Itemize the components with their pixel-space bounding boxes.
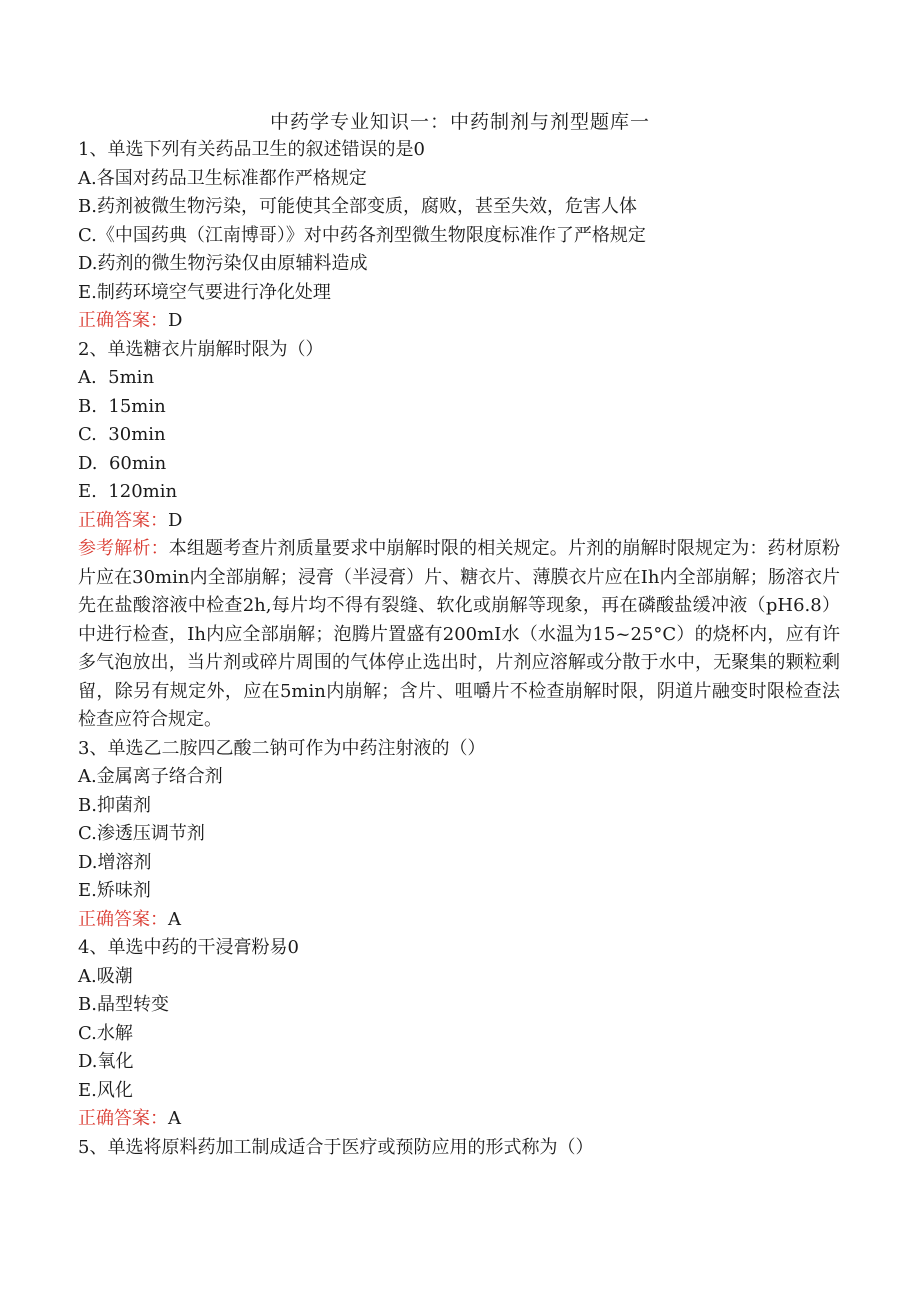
answer-line bbox=[78, 1105, 840, 1134]
question-list bbox=[78, 136, 840, 1162]
option-a: A. 5min bbox=[78, 367, 155, 388]
option-b: B.晶型转变 bbox=[78, 994, 169, 1015]
option-c: C. 30min bbox=[78, 424, 166, 445]
answer-value: D bbox=[168, 509, 183, 531]
question-stem: 5、单选将原料药加工制成适合于医疗或预防应用的形式称为（） bbox=[78, 1136, 594, 1158]
answer-label: 正确答案： bbox=[78, 310, 168, 331]
analysis-paragraph bbox=[78, 535, 840, 735]
option-b: B. 15min bbox=[78, 395, 166, 417]
option-c: C.渗透压调节剂 bbox=[78, 823, 205, 844]
option-c: C.水解 bbox=[78, 1022, 133, 1044]
document-title: 中药学专业知识一：中药制剂与剂型题库一 bbox=[269, 111, 650, 133]
answer-label: 正确答案： bbox=[78, 1108, 168, 1129]
answer-line bbox=[78, 906, 840, 935]
answer-value: D bbox=[168, 310, 183, 331]
question-1 bbox=[78, 136, 840, 336]
answer-value: A bbox=[168, 1108, 181, 1129]
question-stem: 1、单选下列有关药品卫生的叙述错误的是0 bbox=[78, 139, 425, 160]
option-a: A.各国对药品卫生标准都作严格规定 bbox=[78, 167, 367, 189]
question-stem: 3、单选乙二胺四乙酸二钠可作为中药注射液的（） bbox=[78, 737, 486, 759]
option-b: B.药剂被微生物污染，可能使其全部变质，腐败，甚至失效，危害人体 bbox=[78, 196, 637, 217]
option-e: E. 120min bbox=[78, 481, 178, 502]
option-a: A.吸潮 bbox=[78, 965, 133, 987]
answer-label: 正确答案： bbox=[78, 509, 168, 531]
question-5 bbox=[78, 1134, 840, 1163]
question-4 bbox=[78, 934, 840, 1134]
option-e: E.风化 bbox=[78, 1079, 133, 1101]
option-d: D.增溶剂 bbox=[78, 851, 152, 873]
option-a: A.金属离子络合剂 bbox=[78, 766, 223, 787]
analysis-text: 本组题考查片剂质量要求中崩解时限的相关规定。片剂的崩解时限规定为：药材原粉片应在30min内全部崩解；浸膏（半浸膏）片、糖衣片、薄膜衣片应在Ih内全部崩解；肠溶衣片先在盐酸溶液中检查2h,每片均不得有裂缝、软化或崩解等现象，再在磷酸盐缓冲液（pH6.8）中进行检查，Ih内应全部崩解；泡腾片置盛有200mI水（水温为15~25°C）的烧杯内，应有许多气泡放出，当片剂或碎片周围的气体停止选出时，片剂应溶解或分散于水中，无聚集的颗粒剩留，除另有规定外，应在5min内崩解；含片、咀嚼片不检查崩解时限，阴道片融变时限检查法检查应符合规定。 bbox=[78, 538, 840, 730]
answer-line bbox=[78, 507, 840, 536]
question-stem: 2、单选糖衣片崩解时限为（） bbox=[78, 338, 324, 360]
answer-label: 正确答案： bbox=[78, 908, 168, 930]
question-stem: 4、单选中药的干浸膏粉易0 bbox=[78, 937, 299, 958]
analysis-label: 参考解析： bbox=[78, 538, 169, 559]
option-d: D.氧化 bbox=[78, 1051, 134, 1072]
question-3 bbox=[78, 735, 840, 935]
answer-line bbox=[78, 307, 840, 336]
option-d: D.药剂的微生物污染仅由原辅料造成 bbox=[78, 253, 368, 274]
option-e: E.矫味剂 bbox=[78, 880, 151, 901]
option-b: B.抑菌剂 bbox=[78, 794, 151, 816]
answer-value: A bbox=[168, 908, 181, 930]
option-e: E.制药环境空气要进行净化处理 bbox=[78, 281, 331, 303]
question-2 bbox=[78, 336, 840, 735]
option-d: D. 60min bbox=[78, 452, 167, 474]
option-c: C.《中国药典（江南博哥）》对中药各剂型微生物限度标准作了严格规定 bbox=[78, 224, 646, 246]
